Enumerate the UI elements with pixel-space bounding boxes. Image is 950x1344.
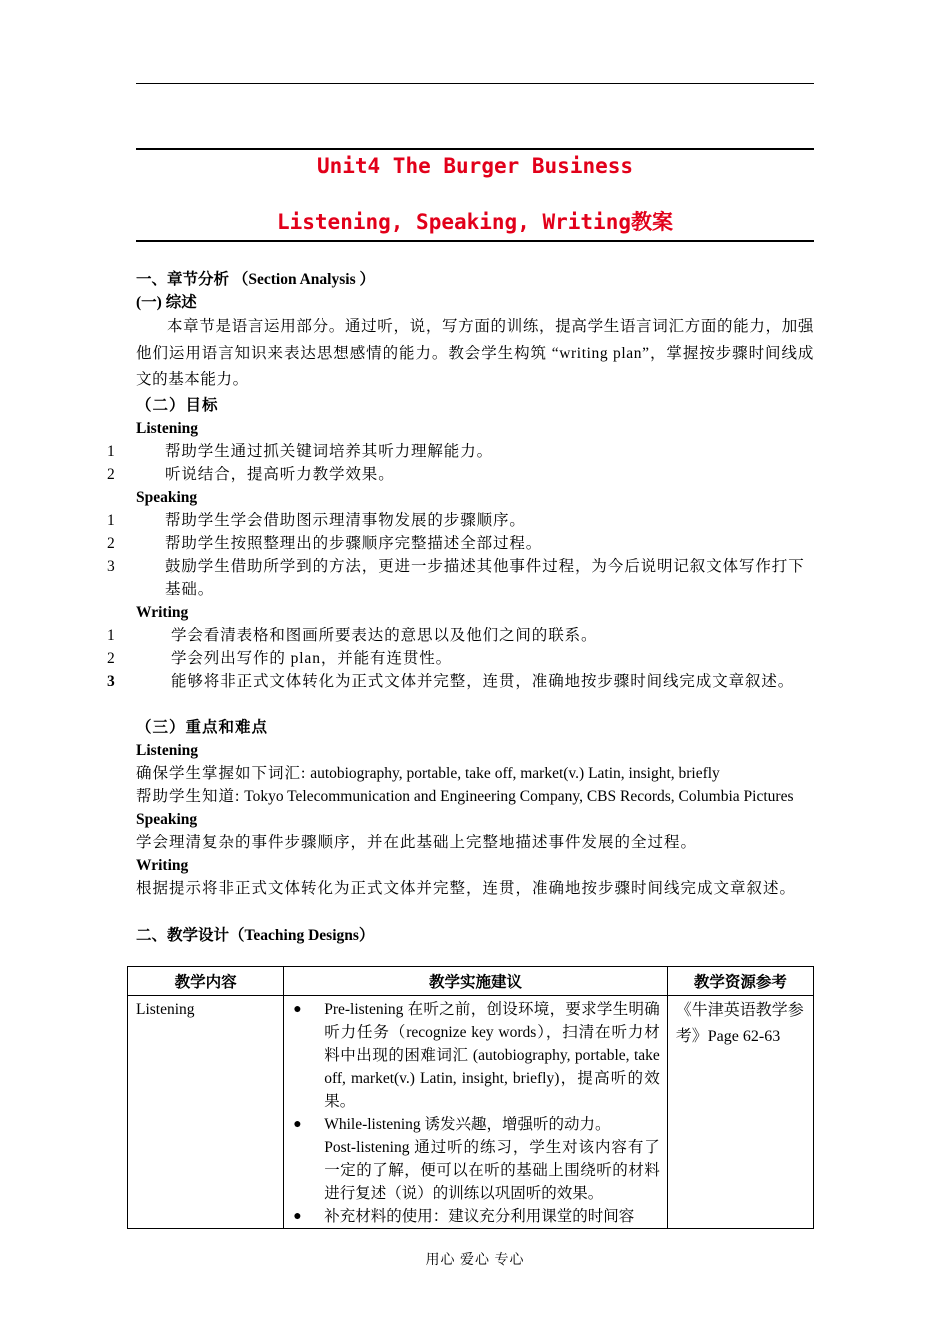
objectives-listening-label: Listening [136, 419, 199, 437]
objectives-speaking-label: Speaking [136, 488, 198, 506]
page-footer: 用心 爱心 专心 [425, 1253, 525, 1268]
list-item: 1 帮助学生通过抓关键词培养其听力理解能力。 [107, 442, 494, 460]
list-item: ● 补充材料的使用：建议充分利用课堂的时间容 [284, 1205, 667, 1228]
list-item: 2 听说结合，提高听力教学效果。 [107, 465, 395, 483]
table-header: 教学内容 [128, 967, 284, 996]
list-item: ● Pre-listening 在听之前，创设环境，要求学生明确听力任务（recognize key words），扫清在听力材料中出现的困难词汇 (autobiography, portable, take off, market(v.) Latin, insight, briefly)，提高听的效果。 [284, 998, 667, 1113]
table-cell-suggestions [284, 996, 668, 1229]
bullet-icon: ● [293, 1117, 302, 1132]
keypoints-speaking-label: Speaking [136, 810, 198, 828]
list-item: 1 学会看清表格和图画所要表达的意思以及他们之间的联系。 [107, 626, 598, 644]
post-listening-text: Post-listening 通过听的练习，学生对该内容有了一定的了解，便可以在听的基础上围绕听的材料进行复述（说）的训练以巩固听的效果。 [324, 1139, 660, 1202]
keypoints-vocab: 确保学生掌握如下词汇: autobiography, portable, take off, market(v.) Latin, insight, briefly [136, 764, 720, 782]
objectives-heading: （二）目标 [136, 396, 219, 414]
objectives-writing-label: Writing [136, 603, 189, 621]
title-line-1: Unit4 The Burger Business [316, 154, 634, 178]
list-item: 3 能够将非正式文体转化为正式文体并完整，连贯，准确地按步骤时间线完成文章叙述。 [107, 672, 795, 690]
list-item: 2 帮助学生按照整理出的步骤顺序完整描述全部过程。 [107, 534, 543, 552]
title-block [136, 148, 814, 242]
header-rule [136, 83, 814, 84]
bullet-icon: ● [293, 1209, 302, 1224]
section1-heading: 一、章节分析 （Section Analysis ） [136, 271, 375, 288]
title-line-2: Listening, Speaking, Writing教案 [276, 210, 673, 234]
overview-text: 本章节是语言运用部分。通过听，说，写方面的训练，提高学生语言词汇方面的能力，加强他们运用语言知识来表达思想感情的能力。教会学生构筑 “writing plan”，掌握按步骤时间线成文的基本能力。 [136, 318, 814, 388]
table-header: 教学实施建议 [284, 967, 668, 996]
overview-heading: (一) 综述 [136, 294, 197, 311]
document-body [107, 268, 814, 947]
list-item: 2 学会列出写作的 plan，并能有连贯性。 [107, 649, 453, 667]
keypoints-writing-label: Writing [136, 856, 189, 874]
keypoints-writing-text: 根据提示将非正式文体转化为正式文体并完整，连贯，准确地按步骤时间线完成文章叙述。 [136, 879, 797, 897]
keypoints-heading: （三）重点和难点 [136, 718, 269, 736]
list-item: 1 帮助学生学会借助图示理清事物发展的步骤顺序。 [107, 511, 526, 529]
table-cell-content: Listening [128, 996, 284, 1229]
keypoints-listening-label: Listening [136, 741, 199, 759]
bullet-icon: ● [293, 1002, 302, 1017]
list-item: ● While-listening 诱发兴趣，增强听的动力。 [284, 1113, 667, 1136]
table-header-row [128, 967, 814, 996]
list-item: 3 鼓励学生借助所学到的方法，更进一步描述其他事件过程，为今后说明记叙文体写作打下基础。 [107, 557, 805, 598]
keypoints-know: 帮助学生知道: Tokyo Telecommunication and Engineering Company, CBS Records, Columbia Pictures [136, 787, 794, 805]
table-header: 教学资源参考 [667, 967, 813, 996]
table-cell-resource: 《牛津英语教学参考》Page 62-63 [667, 996, 813, 1229]
section2-heading: 二、教学设计（Teaching Designs） [136, 926, 375, 944]
table-row [128, 996, 814, 1229]
teaching-design-table [127, 966, 814, 1229]
keypoints-speaking-text: 学会理清复杂的事件步骤顺序，并在此基础上完整地描述事件发展的全过程。 [136, 833, 698, 851]
